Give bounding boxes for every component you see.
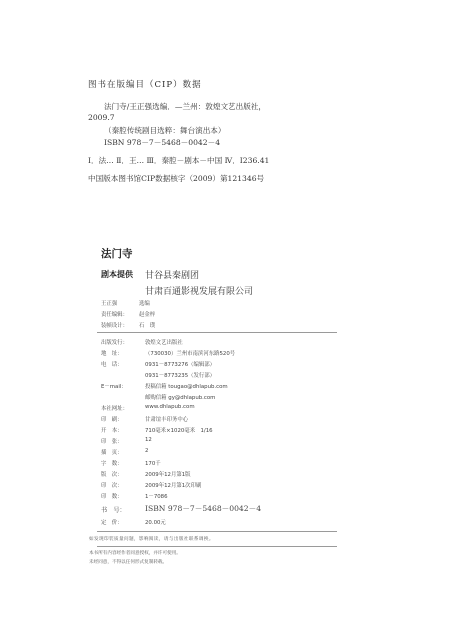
publication-value: 2 bbox=[145, 448, 149, 454]
publication-label: 印 数： bbox=[101, 494, 123, 500]
publication-value: 0931－8773276（编辑部） bbox=[145, 362, 216, 368]
publication-value: 2009年12月第1版 bbox=[145, 472, 191, 478]
quality-notice: 如发现印装质量问题，影响阅读，请与出版社联系调换。 bbox=[89, 537, 214, 542]
publication-row bbox=[101, 459, 161, 467]
book-title: 法门寺 bbox=[101, 248, 133, 260]
cip-heading: 图书在版编目（CIP）数据 bbox=[88, 80, 202, 90]
publication-label: 出版发行： bbox=[101, 340, 128, 346]
provider-name: 甘肃百通影视发展有限公司 bbox=[145, 287, 254, 297]
publication-row bbox=[101, 518, 166, 526]
publication-value: 投稿信箱 tougao@dhlapub.com bbox=[145, 384, 228, 390]
publication-row bbox=[101, 481, 202, 489]
credit-value: 赵金梓 bbox=[139, 312, 156, 318]
publication-label: 地 址： bbox=[101, 351, 123, 357]
publication-value: 邮购信箱 gy@dhlapub.com bbox=[145, 395, 216, 401]
publication-label: 印 刷： bbox=[101, 417, 123, 423]
publication-value: www.dhlapub.com bbox=[145, 404, 195, 410]
publication-label: 字 数： bbox=[101, 461, 123, 467]
publication-label: 本社网址： bbox=[101, 406, 128, 412]
publication-label: 书 号： bbox=[101, 507, 126, 514]
cip-line: （秦腔传统剧目选粹：舞台演出本） bbox=[104, 126, 226, 135]
publication-value: 0931－8773235（发行部） bbox=[145, 373, 216, 379]
provider-name: 甘谷县秦剧团 bbox=[145, 271, 200, 281]
publication-row bbox=[101, 349, 236, 357]
publication-row bbox=[101, 360, 216, 368]
publication-row bbox=[101, 437, 152, 445]
publication-row bbox=[101, 404, 195, 412]
credit-row bbox=[101, 321, 156, 329]
publication-value: 甘肃谊丰印务中心 bbox=[145, 417, 189, 423]
publication-value: 12 bbox=[145, 437, 152, 443]
provider-label: 剧本提供 bbox=[101, 270, 133, 279]
cip-line: 2009.7 bbox=[88, 113, 115, 122]
publication-row bbox=[101, 415, 189, 423]
publication-value: 1－7086 bbox=[145, 494, 168, 500]
publication-label: 印 次： bbox=[101, 483, 123, 489]
divider bbox=[97, 546, 337, 547]
rights-notice: 本书所有内容经作者同意授权，并许可使用。 bbox=[89, 551, 181, 556]
publication-value: 170千 bbox=[145, 461, 161, 467]
publication-label: 开 本： bbox=[101, 428, 123, 434]
publication-row bbox=[101, 492, 168, 500]
credit-label: 王正强 bbox=[101, 301, 118, 307]
publication-value: 敦煌文艺出版社 bbox=[145, 340, 183, 346]
divider bbox=[97, 332, 337, 333]
cip-number: 中国版本图书馆CIP数据核字（2009）第121346号 bbox=[88, 174, 265, 183]
credit-row bbox=[101, 299, 150, 307]
credit-value: 石 璞 bbox=[139, 323, 156, 329]
publication-row bbox=[101, 504, 262, 514]
publication-label: E－mail： bbox=[101, 384, 127, 390]
publication-value: （730030）兰州市南滨河东路520号 bbox=[145, 351, 236, 357]
publication-row bbox=[101, 426, 213, 434]
cip-line: ISBN 978－7－5468－0042－4 bbox=[104, 138, 221, 147]
price-value: 20.00元 bbox=[145, 520, 166, 526]
credit-label: 装帧设计： bbox=[101, 323, 128, 329]
publication-label: 印 张： bbox=[101, 439, 123, 445]
publication-value: 2009年12月第1次印刷 bbox=[145, 483, 202, 489]
publication-label: 插 页： bbox=[101, 450, 123, 456]
cip-classification: Ⅰ．法… Ⅱ．王… Ⅲ．秦腔－剧本－中国 Ⅳ．I236.41 bbox=[88, 156, 270, 165]
divider bbox=[97, 531, 337, 532]
cip-line: 法门寺/王正强选编．—兰州：敦煌文艺出版社， bbox=[104, 102, 267, 111]
publication-value: 710毫米×1020毫米 1/16 bbox=[145, 428, 213, 434]
publication-label: 定 价： bbox=[101, 520, 123, 526]
publication-row bbox=[101, 470, 191, 478]
credit-row bbox=[101, 310, 156, 318]
publication-label: 电 话： bbox=[101, 362, 123, 368]
credit-value: 选编 bbox=[139, 301, 150, 307]
rights-notice: 未经同意，不得以任何形式复制转载。 bbox=[89, 560, 168, 565]
publication-row bbox=[101, 448, 149, 456]
credit-label: 责任编辑： bbox=[101, 312, 128, 318]
publication-label: 版 次： bbox=[101, 472, 123, 478]
publication-row bbox=[101, 338, 183, 346]
publication-row bbox=[101, 382, 228, 390]
isbn-value: ISBN 978－7－5468－0042－4 bbox=[145, 504, 262, 513]
